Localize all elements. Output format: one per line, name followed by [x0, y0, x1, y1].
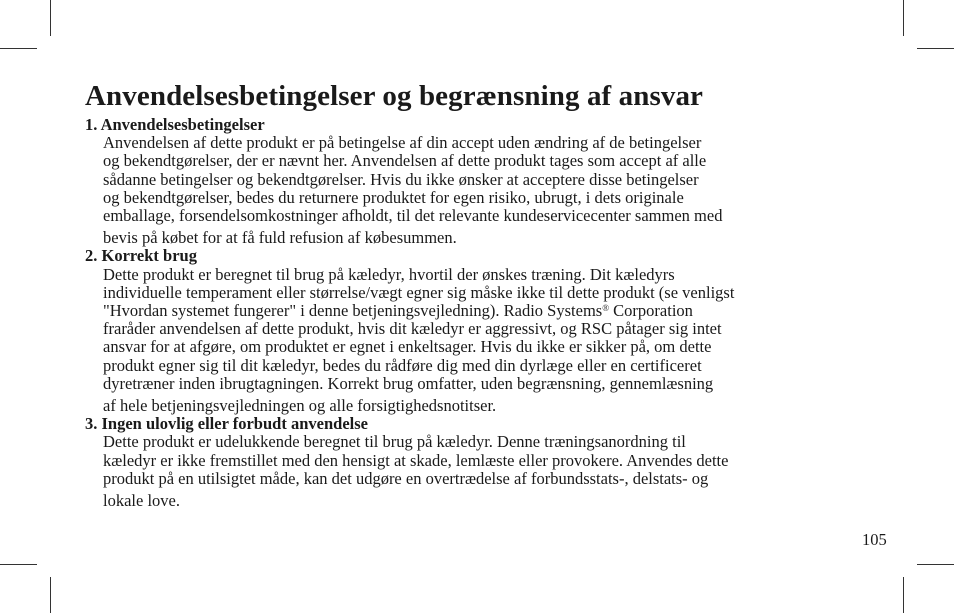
section-no-unlawful-use: [85, 415, 875, 510]
section-proper-use: [85, 247, 875, 415]
text-line: ansvar for at afgøre, om produktet er egnet i enkeltsager. Hvis du ikke er sikker på, om dette: [103, 337, 712, 357]
section-terms-of-use: [85, 116, 875, 247]
text-fragment: "Hvordan systemet fungerer" i denne betjeningsvejledning). Radio Systems: [103, 301, 603, 321]
text-line: individuelle temperament eller størrelse/vægt egner sig måske ikke til dette produkt (se venligst: [103, 282, 735, 302]
crop-mark: [50, 577, 51, 613]
text-line: sådanne betingelser og bekendtgørelser. Hvis du ikke ønsker at acceptere disse betingelser: [103, 169, 699, 189]
crop-mark: [903, 577, 904, 613]
crop-mark: [903, 0, 904, 36]
section-heading: 2. Korrekt brug: [85, 246, 197, 266]
section-heading: 1. Anvendelsesbetingelser: [85, 115, 265, 134]
crop-mark: [50, 0, 51, 36]
text-line: Dette produkt er beregnet til brug på kæledyr, hvortil der ønskes træning. Dit kæledyrs: [103, 264, 675, 284]
section-heading: 3. Ingen ulovlig eller forbudt anvendelse: [85, 414, 368, 434]
document-body: [85, 116, 875, 510]
text-line: fraråder anvendelsen af dette produkt, hvis dit kæledyr er aggressivt, og RSC påtager sig intet: [103, 319, 722, 339]
text-line: af hele betjeningsvejledningen og alle forsigtighedsnotitser.: [103, 396, 497, 416]
registered-trademark-symbol: ®: [602, 303, 610, 314]
section-body: [103, 266, 875, 416]
page-number: 105: [862, 530, 887, 549]
crop-mark: [0, 48, 37, 49]
crop-mark: [917, 48, 954, 49]
page-title: Anvendelsesbetingelser og begrænsning af ansvar: [85, 80, 704, 112]
section-body: [103, 134, 875, 247]
text-line: emballage, forsendelsomkostninger afholdt, til det relevante kundeservicecenter sammen med: [103, 206, 723, 226]
text-line: [103, 302, 875, 320]
text-line: Dette produkt er udelukkende beregnet til brug på kæledyr. Denne træningsanordning til: [103, 432, 686, 452]
text-line: bevis på købet for at få fuld refusion af købesummen.: [103, 228, 457, 248]
text-line: produkt egner sig til dit kæledyr, bedes du rådføre dig med din dyrlæge eller en certificeret: [103, 355, 702, 375]
text-line: og bekendtgørelser, der er nævnt her. Anvendelsen af dette produkt tages som accept af alle: [103, 151, 707, 171]
crop-mark: [0, 564, 37, 565]
text-line: Anvendelsen af dette produkt er på betingelse af din accept uden ændring af de betingelser: [103, 133, 702, 153]
crop-mark: [917, 564, 954, 565]
text-line: lokale love.: [103, 491, 180, 511]
text-fragment: Corporation: [609, 301, 693, 321]
text-line: kæledyr er ikke fremstillet med den hensigt at skade, lemlæste eller provokere. Anvendes dette: [103, 450, 729, 470]
text-line: produkt på en utilsigtet måde, kan det udgøre en overtrædelse af forbundsstats-, delstats- og: [103, 468, 709, 488]
text-line: dyretræner inden ibrugtagningen. Korrekt brug omfatter, uden begrænsning, gennemlæsning: [103, 373, 714, 393]
section-body: [103, 433, 875, 510]
text-line: og bekendtgørelser, bedes du returnere produktet for egen risiko, ubrugt, i dets originale: [103, 187, 684, 207]
